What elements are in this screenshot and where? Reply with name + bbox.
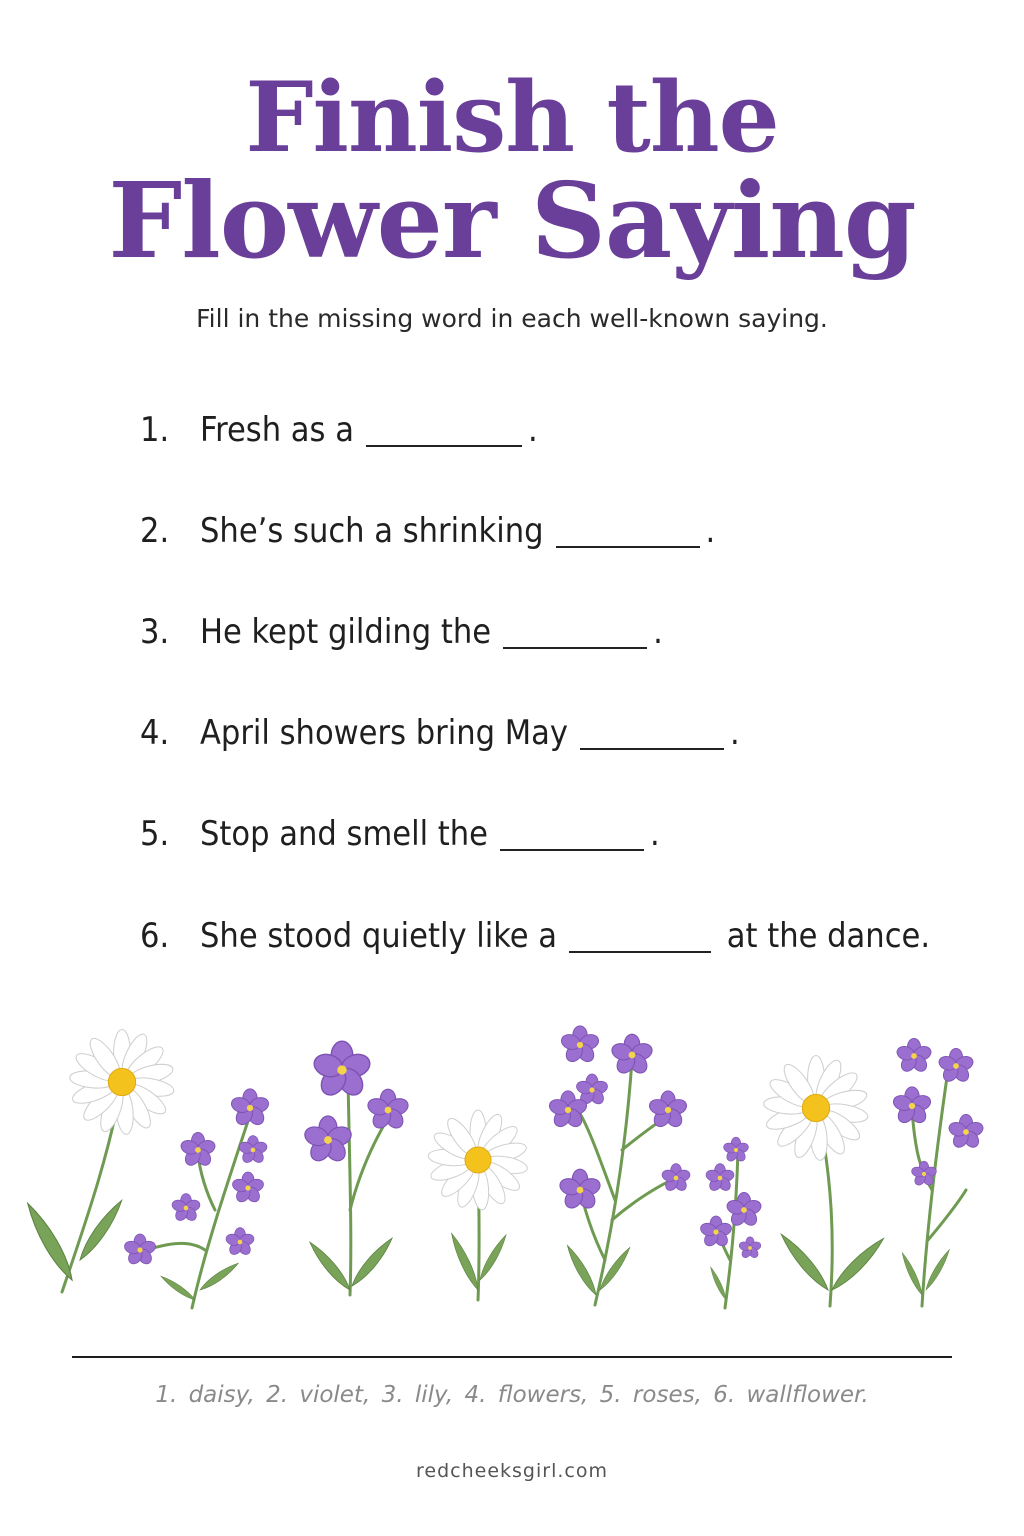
- question-number: 2.: [140, 511, 170, 551]
- question-text: Fresh as a: [200, 410, 354, 450]
- question-4: [140, 711, 1000, 755]
- question-text-after: .: [729, 713, 740, 753]
- site-credit: redcheeksgirl.com: [416, 1460, 608, 1482]
- flower-illustration: [0, 1010, 1024, 1330]
- question-text: He kept gilding the: [200, 612, 492, 652]
- question-3: [140, 610, 1000, 654]
- answer-blank[interactable]: [500, 849, 644, 851]
- question-2: [140, 509, 1000, 553]
- answer-blank[interactable]: [503, 647, 647, 649]
- title-line-1: Finish the: [245, 61, 779, 174]
- question-number: 4.: [140, 713, 170, 753]
- question-text: She stood quietly like a: [200, 916, 558, 956]
- question-text: April showers bring May: [200, 713, 568, 753]
- instructions: Fill in the missing word in each well-known saying.: [196, 304, 828, 333]
- answer-blank[interactable]: [569, 951, 711, 953]
- divider-line: [72, 1356, 952, 1358]
- answer-blank[interactable]: [580, 748, 724, 750]
- answer-key: 1. daisy, 2. violet, 3. lily, 4. flowers, 5. roses, 6. wallflower.: [155, 1382, 869, 1408]
- answer-blank[interactable]: [366, 445, 522, 447]
- question-text: Stop and smell the: [200, 814, 489, 854]
- question-text-after: .: [527, 410, 538, 450]
- question-number: 6.: [140, 916, 170, 956]
- question-number: 5.: [140, 814, 170, 854]
- question-number: 3.: [140, 612, 170, 652]
- question-6: [140, 914, 1000, 958]
- answer-blank[interactable]: [556, 546, 700, 548]
- question-text-after: .: [650, 814, 660, 854]
- question-1: [140, 408, 1000, 452]
- question-text-after: at the dance.: [726, 916, 931, 956]
- title-line-2: Flower Saying: [108, 159, 916, 282]
- question-text-after: .: [705, 511, 716, 551]
- question-5: [140, 812, 1000, 856]
- question-text-after: .: [653, 612, 663, 652]
- question-number: 1.: [140, 410, 170, 450]
- question-text: She’s such a shrinking: [200, 511, 544, 551]
